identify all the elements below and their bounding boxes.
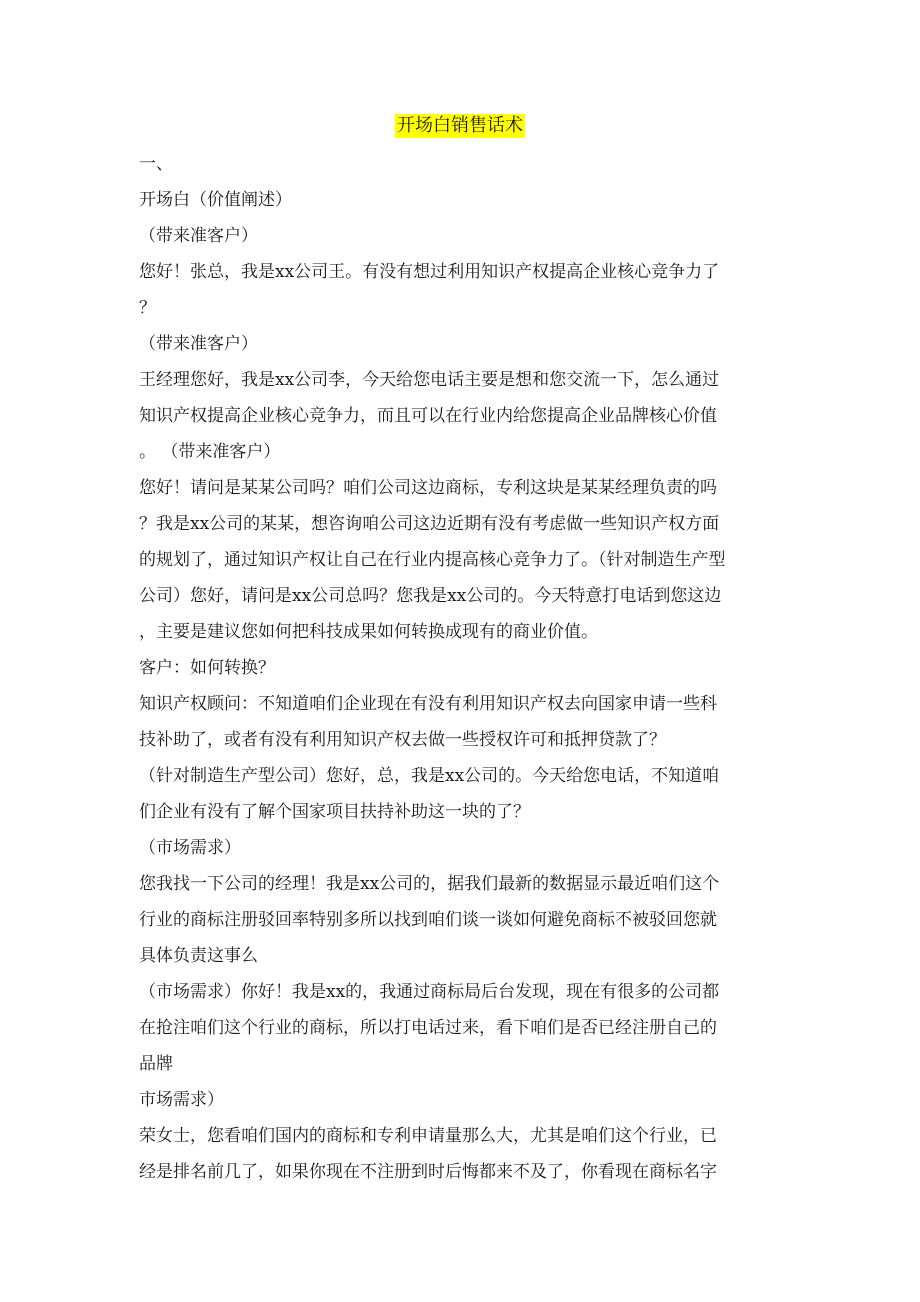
text-line: 行业的商标注册驳回率特别多所以找到咱们谈一谈如何避免商标不被驳回您就	[139, 910, 717, 930]
text-line: 技补助了，或者有没有利用知识产权去做一些授权许可和抵押贷款了？	[139, 730, 666, 750]
text-line: （市场需求）	[139, 838, 241, 858]
text-line: 的规划了，通过知识产权让自己在行业内提高核心竞争力了。（针对制造生产型	[139, 550, 726, 570]
text-line: 开场白（价值阐述）	[139, 190, 292, 210]
text-line: 市场需求）	[139, 1090, 224, 1110]
text-line: 公司）您好，请问是xx公司总吗？您我是xx公司的。今天特意打电话到您这边	[139, 586, 722, 606]
text-line: 一、	[139, 154, 173, 174]
text-line: 王经理您好，我是xx公司李，今天给您电话主要是想和您交流一下，怎么通过	[139, 370, 720, 390]
text-line: （带来准客户）	[139, 226, 258, 246]
text-line: ？我是xx公司的某某，想咨询咱公司这边近期有没有考虑做一些知识产权方面	[139, 514, 720, 534]
text-line: 知识产权提高企业核心竞争力，而且可以在行业内给您提高企业品牌核心价值	[139, 406, 717, 426]
document-title: 开场白销售话术	[397, 115, 523, 136]
text-line: 客户：如何转换？	[139, 658, 275, 678]
text-line: （市场需求）你好！我是xx的，我通过商标局后台发现，现在有很多的公司都	[139, 982, 720, 1002]
text-line: 您好！张总，我是xx公司王。有没有想过利用知识产权提高企业核心竞争力了	[139, 262, 720, 282]
text-line: ？	[139, 298, 156, 318]
document-body	[139, 146, 787, 1190]
text-line: 知识产权顾问：不知道咱们企业现在有没有利用知识产权去向国家申请一些科	[139, 694, 717, 714]
text-line: 荣女士，您看咱们国内的商标和专利申请量那么大，尤其是咱们这个行业，已	[139, 1126, 717, 1146]
title-row	[0, 114, 920, 138]
text-line: ，主要是建议您如何把科技成果如何转换成现有的商业价值。	[139, 622, 598, 642]
text-line: 在抢注咱们这个行业的商标，所以打电话过来，看下咱们是否已经注册自己的	[139, 1018, 717, 1038]
text-line: 品牌	[139, 1054, 173, 1074]
text-line: （针对制造生产型公司）您好，总，我是xx公司的。今天给您电话，不知道咱	[139, 766, 720, 786]
text-line: 您我找一下公司的经理！我是xx公司的，据我们最新的数据显示最近咱们这个	[139, 874, 720, 894]
text-line: 。 （带来准客户）	[139, 442, 281, 462]
text-line: 们企业有没有了解个国家项目扶持补助这一块的了？	[139, 802, 530, 822]
text-line: 具体负责这事么	[139, 946, 258, 966]
text-line: 经是排名前几了，如果你现在不注册到时后悔都来不及了，你看现在商标名字	[139, 1162, 717, 1182]
text-line: （带来准客户）	[139, 334, 258, 354]
text-line: 您好！请问是某某公司吗？咱们公司这边商标，专利这块是某某经理负责的吗	[139, 478, 717, 498]
